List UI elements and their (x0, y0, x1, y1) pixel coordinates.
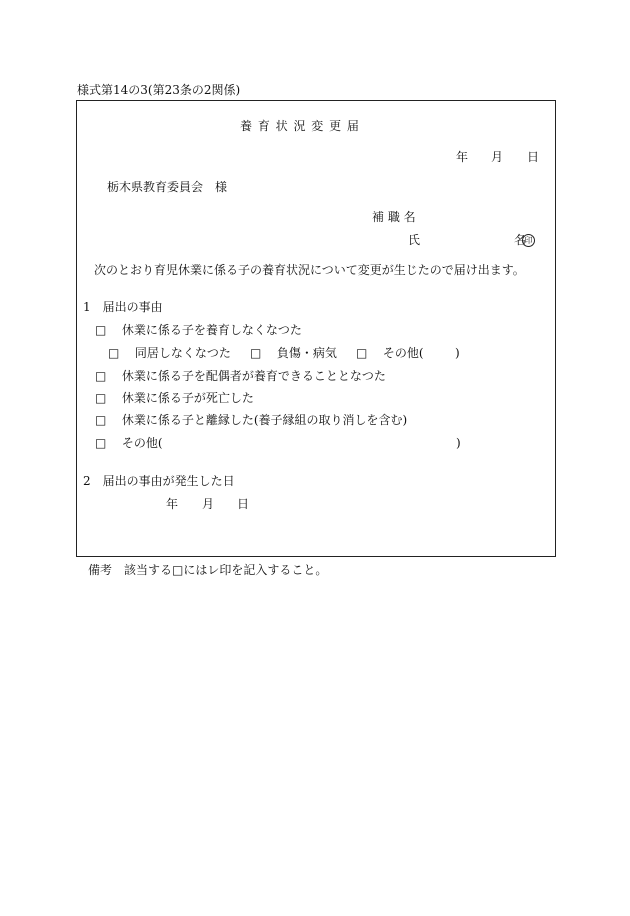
date-month: 月 (491, 150, 504, 164)
reason-option-3 (95, 391, 254, 405)
reason-option-4-text: 休業に係る子と離縁した(養子縁組の取り消しを含む) (121, 413, 408, 427)
date-year: 年 (456, 150, 469, 164)
occurrence-year: 年 (166, 497, 179, 511)
position-label: 補 職 名 (372, 210, 416, 224)
reason-option-2 (95, 369, 386, 383)
sub-option-2 (250, 346, 337, 360)
name-label-end-text: 名 (514, 233, 527, 247)
reason-option-1 (95, 323, 302, 337)
date-day: 日 (527, 150, 540, 164)
sub-option-1-text: 同居しなくなつた (134, 346, 231, 360)
form-title: 養 育 状 況 変 更 届 (240, 119, 360, 133)
occurrence-day: 日 (237, 497, 250, 511)
seal-mark: 印 (522, 234, 535, 247)
checkbox-3[interactable]: □ (95, 391, 107, 405)
intro-text: 次のとおり育児休業に係る子の養育状況について変更が生じたので届け出ます。 (94, 263, 525, 277)
sub-option-2-text: 負傷・病気 (276, 346, 337, 360)
sub-option-3 (356, 346, 424, 360)
reason-option-2-text: 休業に係る子を配偶者が養育できることとなつた (121, 369, 386, 383)
checkbox-2[interactable]: □ (95, 369, 107, 383)
checkbox-5[interactable]: □ (95, 436, 107, 450)
sub-checkbox-2[interactable]: □ (250, 346, 262, 360)
reason-option-3-text: 休業に係る子が死亡した (121, 391, 254, 405)
checkbox-1[interactable]: □ (95, 323, 107, 337)
reason-option-4 (95, 413, 407, 427)
reason-option-5-close: ) (456, 436, 461, 450)
name-label-end (514, 233, 535, 247)
sub-checkbox-3[interactable]: □ (356, 346, 368, 360)
sub-option-3-close: ) (455, 346, 460, 360)
occurrence-month: 月 (202, 497, 215, 511)
sub-option-1 (108, 346, 231, 360)
sub-checkbox-1[interactable]: □ (108, 346, 120, 360)
reason-option-1-text: 休業に係る子を養育しなくなつた (121, 323, 302, 337)
reason-option-5-text: その他( (121, 436, 163, 450)
sub-option-3-text: その他( (382, 346, 424, 360)
footnote: 備考 該当する□にはレ印を記入すること。 (88, 563, 328, 577)
section2-heading: 2 届出の事由が発生した日 (83, 474, 235, 488)
checkbox-4[interactable]: □ (95, 413, 107, 427)
form-number: 様式第14の3(第23条の2関係) (77, 83, 241, 97)
addressee: 栃木県教育委員会 様 (107, 180, 228, 194)
reason-option-5 (95, 436, 163, 450)
section1-heading: 1 届出の事由 (83, 300, 163, 314)
name-label: 氏 (408, 233, 421, 247)
